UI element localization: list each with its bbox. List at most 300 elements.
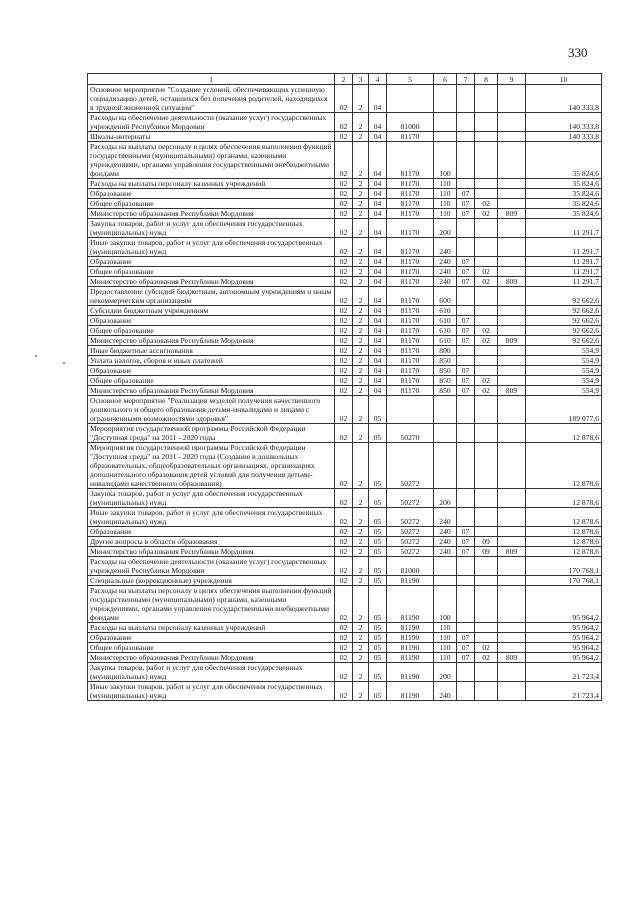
- row-code-c5: 50270: [387, 424, 434, 443]
- row-code-c4: 05: [369, 633, 387, 643]
- column-header-5: 5: [387, 74, 434, 85]
- row-code-c9: [498, 142, 526, 179]
- row-code-c2: 02: [335, 306, 353, 316]
- row-amount: 554,9: [526, 346, 602, 356]
- row-name: Образование: [88, 189, 335, 199]
- row-code-c7: [457, 443, 475, 489]
- row-code-c9: 809: [498, 547, 526, 557]
- row-code-c5: 50272: [387, 443, 434, 489]
- row-code-c9: [498, 376, 526, 386]
- row-code-c2: 02: [335, 576, 353, 586]
- row-code-c6: 240: [434, 257, 457, 267]
- row-code-c6: 200: [434, 489, 457, 508]
- row-code-c9: [498, 633, 526, 643]
- row-name: Расходы на выплаты персоналу казенных учреждений: [88, 623, 335, 633]
- table-body: [88, 85, 602, 701]
- row-code-c2: 02: [335, 219, 353, 238]
- row-code-c8: [475, 576, 498, 586]
- row-amount: 140 333,8: [526, 113, 602, 132]
- row-code-c9: 809: [498, 653, 526, 663]
- row-code-c2: 02: [335, 238, 353, 257]
- row-code-c2: 02: [335, 586, 353, 623]
- row-amount: 35 824,6: [526, 199, 602, 209]
- row-code-c7: 07: [457, 336, 475, 346]
- row-code-c8: [475, 257, 498, 267]
- row-amount: 170 768,1: [526, 557, 602, 576]
- row-code-c7: 07: [457, 189, 475, 199]
- row-amount: 554,9: [526, 366, 602, 376]
- row-code-c7: 07: [457, 376, 475, 386]
- row-code-c2: 02: [335, 663, 353, 682]
- row-code-c6: 850: [434, 376, 457, 386]
- row-code-c5: 81170: [387, 219, 434, 238]
- row-code-c3: 2: [353, 199, 369, 209]
- table-row: [88, 219, 602, 238]
- row-code-c5: 81170: [387, 326, 434, 336]
- row-code-c5: 81170: [387, 179, 434, 189]
- row-code-c9: [498, 326, 526, 336]
- column-header-1: 1: [88, 74, 335, 85]
- row-code-c9: [498, 267, 526, 277]
- row-code-c8: [475, 85, 498, 113]
- row-code-c5: 81170: [387, 277, 434, 287]
- row-code-c7: [457, 489, 475, 508]
- table-row: [88, 576, 602, 586]
- row-code-c8: [475, 527, 498, 537]
- row-code-c4: 04: [369, 199, 387, 209]
- row-code-c4: 05: [369, 508, 387, 527]
- row-code-c3: 2: [353, 663, 369, 682]
- row-code-c7: [457, 586, 475, 623]
- row-code-c7: 07: [457, 257, 475, 267]
- row-name: Иные закупки товаров, работ и услуг для обеспечения государственных (муниципальных) нужд: [88, 682, 335, 701]
- row-code-c4: 04: [369, 306, 387, 316]
- row-code-c5: 81170: [387, 189, 434, 199]
- row-code-c8: [475, 396, 498, 424]
- row-code-c3: 2: [353, 287, 369, 306]
- row-code-c2: 02: [335, 557, 353, 576]
- row-code-c6: 100: [434, 586, 457, 623]
- row-name: Другие вопросы в области образования: [88, 537, 335, 547]
- row-code-c3: 2: [353, 257, 369, 267]
- row-code-c7: [457, 424, 475, 443]
- row-code-c8: [475, 366, 498, 376]
- row-code-c8: [475, 113, 498, 132]
- row-code-c9: [498, 356, 526, 366]
- row-amount: 11 291,7: [526, 238, 602, 257]
- row-name: Общее образование: [88, 376, 335, 386]
- row-code-c3: 2: [353, 238, 369, 257]
- row-amount: 12 878,6: [526, 547, 602, 557]
- row-code-c8: 02: [475, 199, 498, 209]
- row-code-c9: 809: [498, 386, 526, 396]
- table-row: [88, 663, 602, 682]
- row-amount: 554,9: [526, 356, 602, 366]
- table-row: [88, 376, 602, 386]
- row-code-c8: [475, 306, 498, 316]
- column-header-9: 9: [498, 74, 526, 85]
- row-code-c5: 81170: [387, 316, 434, 326]
- row-code-c2: 02: [335, 179, 353, 189]
- row-code-c6: 240: [434, 547, 457, 557]
- row-code-c2: 02: [335, 537, 353, 547]
- row-code-c4: 04: [369, 346, 387, 356]
- row-code-c6: 110: [434, 653, 457, 663]
- row-name: Общее образование: [88, 326, 335, 336]
- row-code-c8: [475, 443, 498, 489]
- table-row: [88, 396, 602, 424]
- row-code-c4: 04: [369, 219, 387, 238]
- row-code-c7: [457, 306, 475, 316]
- row-code-c4: 05: [369, 557, 387, 576]
- column-header-10: 10: [526, 74, 602, 85]
- scan-speck: [35, 355, 37, 357]
- row-code-c2: 02: [335, 508, 353, 527]
- row-code-c9: [498, 537, 526, 547]
- row-code-c4: 05: [369, 547, 387, 557]
- row-code-c3: 2: [353, 267, 369, 277]
- row-amount: 12 878,6: [526, 537, 602, 547]
- row-amount: 189 077,6: [526, 396, 602, 424]
- table-row: [88, 257, 602, 267]
- row-code-c4: 05: [369, 443, 387, 489]
- table-row: [88, 85, 602, 113]
- row-code-c6: 240: [434, 238, 457, 257]
- row-code-c7: 07: [457, 537, 475, 547]
- row-code-c4: 04: [369, 376, 387, 386]
- row-code-c9: [498, 257, 526, 267]
- row-code-c7: [457, 179, 475, 189]
- row-name: Образование: [88, 366, 335, 376]
- table-row: [88, 209, 602, 219]
- row-code-c9: 809: [498, 336, 526, 346]
- row-code-c3: 2: [353, 623, 369, 633]
- row-code-c3: 2: [353, 489, 369, 508]
- row-code-c2: 02: [335, 356, 353, 366]
- row-name: Образование: [88, 633, 335, 643]
- table-row: [88, 366, 602, 376]
- row-code-c4: 04: [369, 356, 387, 366]
- row-name: Расходы на обеспечение деятельности (оказание услуг) государственных учреждений Республики Мордовия: [88, 113, 335, 132]
- table-row: [88, 537, 602, 547]
- row-code-c2: 02: [335, 257, 353, 267]
- row-code-c9: [498, 219, 526, 238]
- row-code-c2: 02: [335, 199, 353, 209]
- row-code-c3: 2: [353, 386, 369, 396]
- column-header-3: 3: [353, 74, 369, 85]
- row-code-c9: [498, 576, 526, 586]
- row-code-c7: [457, 132, 475, 142]
- row-code-c8: [475, 508, 498, 527]
- row-code-c2: 02: [335, 396, 353, 424]
- table-row: [88, 142, 602, 179]
- row-code-c5: 50272: [387, 508, 434, 527]
- row-code-c8: 02: [475, 277, 498, 287]
- row-name: Министерство образования Республики Мордовия: [88, 336, 335, 346]
- row-name: Образование: [88, 316, 335, 326]
- row-code-c6: [434, 396, 457, 424]
- row-code-c8: 02: [475, 336, 498, 346]
- column-header-4: 4: [369, 74, 387, 85]
- row-code-c2: 02: [335, 113, 353, 132]
- row-code-c5: 81190: [387, 576, 434, 586]
- table-row: [88, 633, 602, 643]
- row-code-c8: [475, 663, 498, 682]
- row-name: Министерство образования Республики Мордовия: [88, 209, 335, 219]
- row-code-c9: [498, 238, 526, 257]
- row-code-c8: 02: [475, 209, 498, 219]
- row-code-c6: 610: [434, 316, 457, 326]
- table-row: [88, 386, 602, 396]
- row-name: Образование: [88, 257, 335, 267]
- row-name: Закупка товаров, работ и услуг для обеспечения государственных (муниципальных) нужд: [88, 489, 335, 508]
- row-code-c3: 2: [353, 316, 369, 326]
- row-code-c6: 240: [434, 527, 457, 537]
- row-code-c3: 2: [353, 527, 369, 537]
- row-code-c8: 09: [475, 537, 498, 547]
- row-code-c6: 610: [434, 326, 457, 336]
- row-code-c8: 02: [475, 376, 498, 386]
- row-code-c9: [498, 489, 526, 508]
- row-code-c5: 50272: [387, 547, 434, 557]
- row-name: Школы-интернаты: [88, 132, 335, 142]
- row-code-c5: 81170: [387, 199, 434, 209]
- row-code-c4: 04: [369, 326, 387, 336]
- row-code-c2: 02: [335, 267, 353, 277]
- row-code-c6: [434, 132, 457, 142]
- row-code-c6: 110: [434, 633, 457, 643]
- table-row: [88, 132, 602, 142]
- row-code-c3: 2: [353, 179, 369, 189]
- row-code-c6: 200: [434, 219, 457, 238]
- row-amount: 35 824,6: [526, 189, 602, 199]
- table-row: [88, 527, 602, 537]
- row-code-c2: 02: [335, 682, 353, 701]
- row-code-c9: [498, 396, 526, 424]
- row-code-c8: [475, 623, 498, 633]
- row-code-c7: [457, 396, 475, 424]
- row-code-c6: 110: [434, 643, 457, 653]
- row-code-c9: [498, 643, 526, 653]
- row-code-c7: [457, 576, 475, 586]
- row-code-c8: 02: [475, 386, 498, 396]
- row-code-c3: 2: [353, 557, 369, 576]
- row-code-c5: 81190: [387, 586, 434, 623]
- row-amount: 92 662,6: [526, 306, 602, 316]
- row-name: Субсидии бюджетным учреждениям: [88, 306, 335, 316]
- row-code-c8: [475, 132, 498, 142]
- table-row: [88, 189, 602, 199]
- row-code-c4: 04: [369, 257, 387, 267]
- row-code-c4: 04: [369, 366, 387, 376]
- row-code-c7: [457, 682, 475, 701]
- row-code-c6: 600: [434, 287, 457, 306]
- row-code-c4: 05: [369, 396, 387, 424]
- row-code-c7: 07: [457, 386, 475, 396]
- row-code-c2: 02: [335, 326, 353, 336]
- row-name: Закупка товаров, работ и услуг для обеспечения государственных (муниципальных) нужд: [88, 219, 335, 238]
- row-amount: 554,9: [526, 376, 602, 386]
- row-code-c8: [475, 142, 498, 179]
- row-code-c6: 110: [434, 199, 457, 209]
- row-code-c3: 2: [353, 209, 369, 219]
- row-name: Основное мероприятие "Создание условий, обеспечивающих успешную социализацию детей, оставшихся без попечения родителей, находящихся в трудной жизненной ситуации": [88, 85, 335, 113]
- row-code-c5: [387, 85, 434, 113]
- row-code-c3: 2: [353, 424, 369, 443]
- row-code-c3: 2: [353, 113, 369, 132]
- row-amount: 95 964,2: [526, 653, 602, 663]
- header-row: [88, 74, 602, 85]
- row-code-c9: [498, 287, 526, 306]
- row-code-c3: 2: [353, 366, 369, 376]
- row-code-c3: 2: [353, 189, 369, 199]
- row-code-c3: 2: [353, 376, 369, 386]
- row-code-c8: [475, 316, 498, 326]
- row-code-c5: 81170: [387, 346, 434, 356]
- table-row: [88, 489, 602, 508]
- row-code-c3: 2: [353, 326, 369, 336]
- row-name: Специальные (коррекционные) учреждения: [88, 576, 335, 586]
- row-amount: 21 723,4: [526, 682, 602, 701]
- row-code-c8: [475, 179, 498, 189]
- row-code-c2: 02: [335, 346, 353, 356]
- row-code-c5: 50272: [387, 527, 434, 537]
- row-code-c4: 04: [369, 209, 387, 219]
- row-code-c4: 05: [369, 663, 387, 682]
- row-code-c4: 04: [369, 113, 387, 132]
- row-code-c8: 02: [475, 267, 498, 277]
- row-name: Иные закупки товаров, работ и услуг для обеспечения государственных (муниципальных) нужд: [88, 508, 335, 527]
- row-code-c9: [498, 306, 526, 316]
- row-code-c7: 07: [457, 326, 475, 336]
- row-name: Основное мероприятие "Реализация моделей получения качественного дошкольного и общего образования детьми-инвалидами и лицами с ограниченными возможностями здоровья": [88, 396, 335, 424]
- row-name: Закупка товаров, работ и услуг для обеспечения государственных (муниципальных) нужд: [88, 663, 335, 682]
- row-code-c3: 2: [353, 508, 369, 527]
- row-code-c6: 800: [434, 346, 457, 356]
- row-name: Министерство образования Республики Мордовия: [88, 653, 335, 663]
- row-code-c3: 2: [353, 219, 369, 238]
- row-code-c6: 110: [434, 209, 457, 219]
- row-amount: 95 964,2: [526, 586, 602, 623]
- row-code-c6: 610: [434, 336, 457, 346]
- row-code-c4: 04: [369, 189, 387, 199]
- row-code-c2: 02: [335, 336, 353, 346]
- row-code-c7: 07: [457, 653, 475, 663]
- row-code-c7: [457, 346, 475, 356]
- table-row: [88, 179, 602, 189]
- row-name: Мероприятия государственной программы Российской Федерации "Доступная среда" на 2011 - 2020 годы: [88, 424, 335, 443]
- table-row: [88, 336, 602, 346]
- row-code-c2: 02: [335, 386, 353, 396]
- table-row: [88, 346, 602, 356]
- row-code-c2: 02: [335, 424, 353, 443]
- row-code-c2: 02: [335, 633, 353, 643]
- row-code-c9: [498, 557, 526, 576]
- row-code-c7: [457, 557, 475, 576]
- row-code-c4: 05: [369, 586, 387, 623]
- row-amount: 12 878,6: [526, 489, 602, 508]
- row-name: Образование: [88, 527, 335, 537]
- row-code-c9: [498, 424, 526, 443]
- row-code-c9: [498, 443, 526, 489]
- row-name: Общее образование: [88, 199, 335, 209]
- row-code-c5: 81170: [387, 142, 434, 179]
- row-code-c8: [475, 424, 498, 443]
- table-row: [88, 653, 602, 663]
- table-row: [88, 586, 602, 623]
- row-code-c9: [498, 316, 526, 326]
- row-amount: 21 723,4: [526, 663, 602, 682]
- row-code-c4: 05: [369, 424, 387, 443]
- row-code-c2: 02: [335, 443, 353, 489]
- row-code-c7: [457, 508, 475, 527]
- row-code-c8: [475, 356, 498, 366]
- row-amount: 170 768,1: [526, 576, 602, 586]
- row-code-c8: [475, 238, 498, 257]
- row-code-c4: 04: [369, 132, 387, 142]
- row-code-c7: [457, 623, 475, 633]
- row-code-c5: 81170: [387, 306, 434, 316]
- row-code-c2: 02: [335, 316, 353, 326]
- row-amount: 92 662,6: [526, 316, 602, 326]
- table-row: [88, 277, 602, 287]
- row-code-c7: 07: [457, 366, 475, 376]
- row-code-c9: 809: [498, 277, 526, 287]
- row-code-c5: 81170: [387, 238, 434, 257]
- row-code-c6: 850: [434, 366, 457, 376]
- row-code-c6: 110: [434, 623, 457, 633]
- row-code-c3: 2: [353, 336, 369, 346]
- row-code-c3: 2: [353, 85, 369, 113]
- row-amount: 95 964,2: [526, 623, 602, 633]
- table-row: [88, 238, 602, 257]
- row-code-c4: 04: [369, 267, 387, 277]
- row-code-c3: 2: [353, 443, 369, 489]
- row-code-c3: 2: [353, 277, 369, 287]
- row-name: Уплата налогов, сборов и иных платежей: [88, 356, 335, 366]
- column-header-2: 2: [335, 74, 353, 85]
- row-code-c9: [498, 85, 526, 113]
- row-code-c3: 2: [353, 682, 369, 701]
- row-code-c2: 02: [335, 489, 353, 508]
- row-code-c3: 2: [353, 356, 369, 366]
- row-code-c3: 2: [353, 396, 369, 424]
- scan-speck: [63, 362, 65, 364]
- row-name: Общее образование: [88, 267, 335, 277]
- row-code-c6: [434, 424, 457, 443]
- row-code-c5: 81170: [387, 356, 434, 366]
- row-code-c7: [457, 219, 475, 238]
- row-amount: 92 662,6: [526, 326, 602, 336]
- row-code-c6: 110: [434, 179, 457, 189]
- row-code-c7: [457, 663, 475, 682]
- row-code-c8: 09: [475, 547, 498, 557]
- row-code-c2: 02: [335, 277, 353, 287]
- row-code-c5: 81170: [387, 336, 434, 346]
- row-code-c2: 02: [335, 189, 353, 199]
- table-row: [88, 326, 602, 336]
- table-row: [88, 682, 602, 701]
- row-amount: 12 878,6: [526, 508, 602, 527]
- row-name: Министерство образования Республики Мордовия: [88, 277, 335, 287]
- row-code-c4: 04: [369, 179, 387, 189]
- row-name: Мероприятия государственной программы Российской Федерации "Доступная среда" на 2011 - 2020 годы (Создание в дошкольных образовательных, общеобразовательных организациях, организациях дополнительного образования детей условий для получения детьми-инвалидами качественного образования): [88, 443, 335, 489]
- row-amount: 92 662,6: [526, 336, 602, 346]
- row-code-c9: [498, 586, 526, 623]
- table-row: [88, 287, 602, 306]
- row-amount: 11 291,7: [526, 257, 602, 267]
- row-code-c7: 07: [457, 209, 475, 219]
